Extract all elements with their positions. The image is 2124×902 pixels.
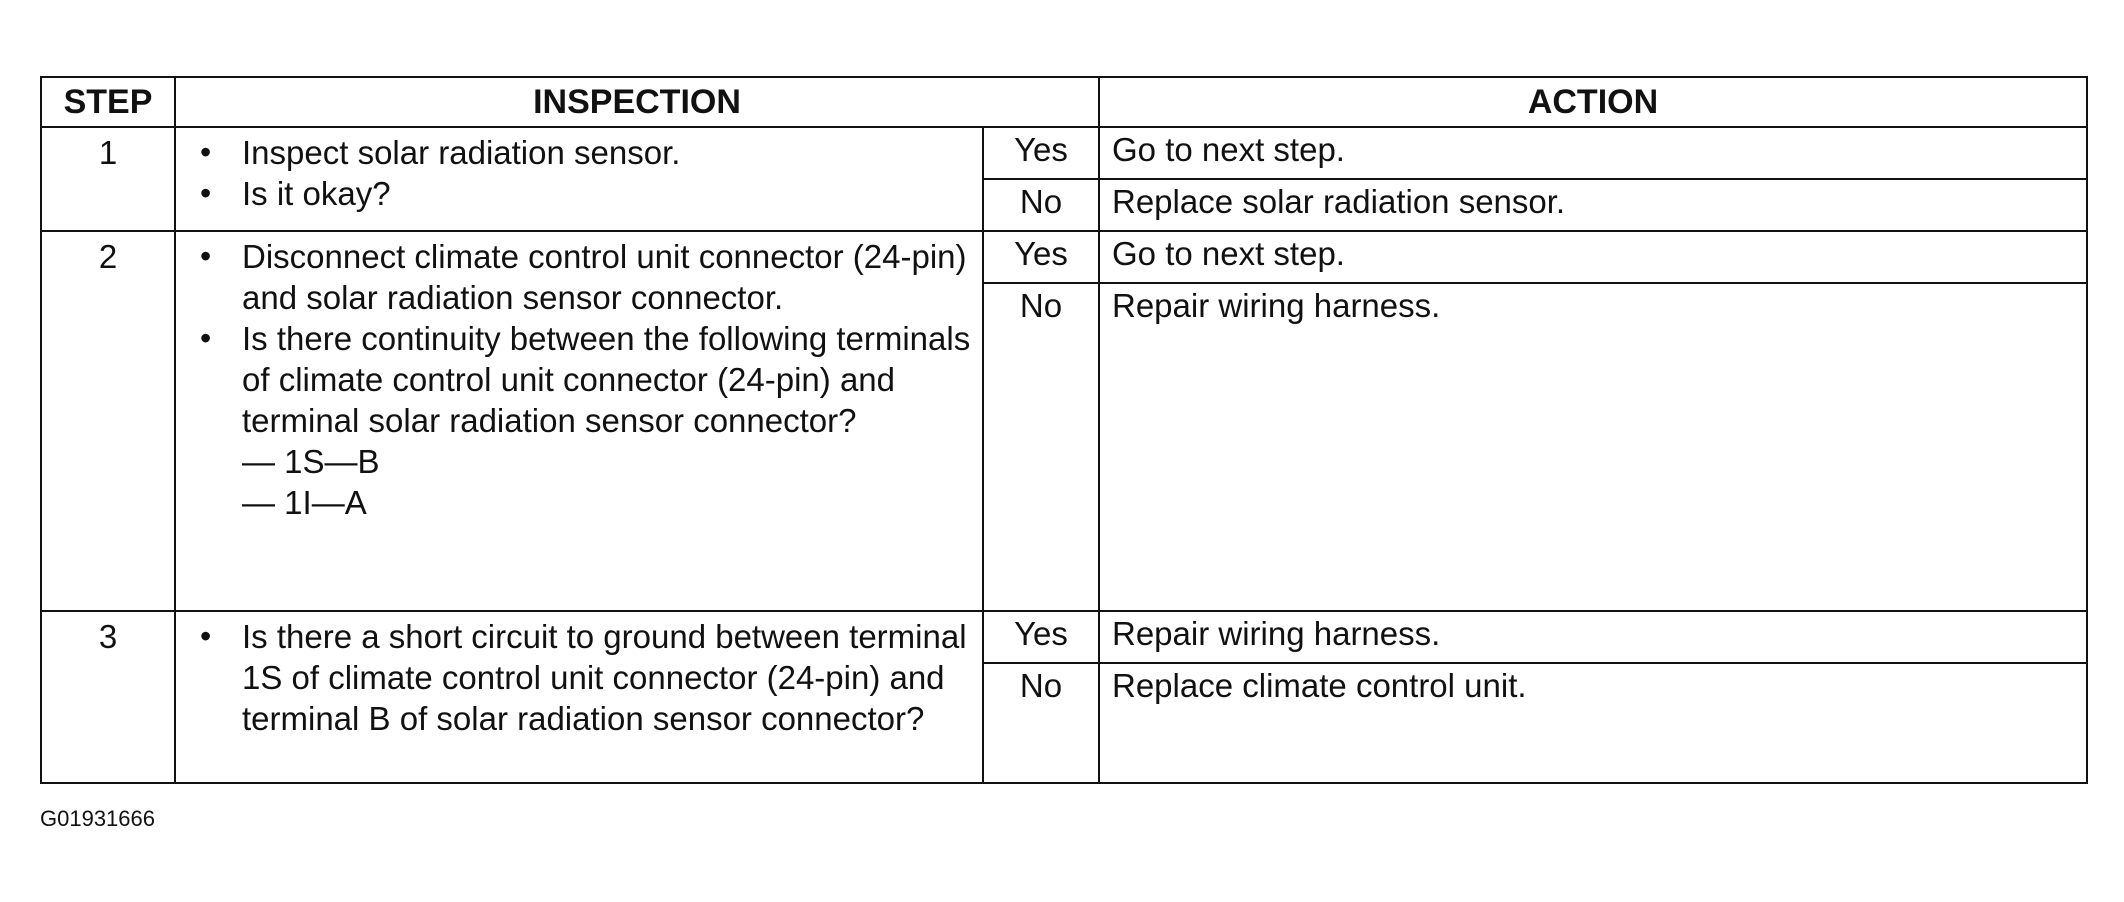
inspection-list bbox=[200, 132, 972, 214]
yes-action: Go to next step. bbox=[1099, 127, 2087, 179]
step-2-yes-row bbox=[41, 231, 2087, 283]
inspection-item: • Disconnect climate control unit connector (24-pin) and solar radiation sensor connector. bbox=[200, 236, 972, 318]
no-action: Replace solar radiation sensor. bbox=[1099, 179, 2087, 231]
inspection-item: • Is it okay? bbox=[200, 173, 972, 214]
no-label: No bbox=[983, 283, 1099, 611]
yes-action: Repair wiring harness. bbox=[1099, 611, 2087, 663]
terminal-pair: — 1S—B bbox=[242, 443, 380, 480]
figure-id: G01931666 bbox=[40, 806, 155, 831]
step-1-yes-row bbox=[41, 127, 2087, 179]
header-row bbox=[41, 77, 2087, 127]
step-number: 1 bbox=[41, 127, 175, 231]
yes-label: Yes bbox=[983, 127, 1099, 179]
inspection-item-text: Is there continuity between the following terminals of climate control unit connector (24-pin) and terminal solar radiation sensor connector? bbox=[242, 320, 971, 439]
inspection-cell bbox=[175, 127, 983, 231]
step-number: 2 bbox=[41, 231, 175, 611]
yes-label: Yes bbox=[983, 611, 1099, 663]
troubleshooting-table bbox=[40, 76, 2088, 784]
action-header: ACTION bbox=[1099, 77, 2087, 127]
no-label: No bbox=[983, 179, 1099, 231]
terminal-pair: — 1I—A bbox=[242, 484, 367, 521]
step-3-yes-row bbox=[41, 611, 2087, 663]
no-action: Repair wiring harness. bbox=[1099, 283, 2087, 611]
no-action: Replace climate control unit. bbox=[1099, 663, 2087, 783]
yes-label: Yes bbox=[983, 231, 1099, 283]
step-header: STEP bbox=[41, 77, 175, 127]
inspection-cell bbox=[175, 231, 983, 611]
inspection-item bbox=[200, 318, 972, 523]
inspection-cell bbox=[175, 611, 983, 783]
inspection-item: • Inspect solar radiation sensor. bbox=[200, 132, 972, 173]
inspection-item: • Is there a short circuit to ground between terminal 1S of climate control unit connector (24-pin) and terminal B of solar radiation sensor connector? bbox=[200, 616, 972, 739]
inspection-list bbox=[200, 616, 972, 739]
inspection-header: INSPECTION bbox=[175, 77, 1099, 127]
yes-action: Go to next step. bbox=[1099, 231, 2087, 283]
inspection-list bbox=[200, 236, 972, 523]
no-label: No bbox=[983, 663, 1099, 783]
step-number: 3 bbox=[41, 611, 175, 783]
